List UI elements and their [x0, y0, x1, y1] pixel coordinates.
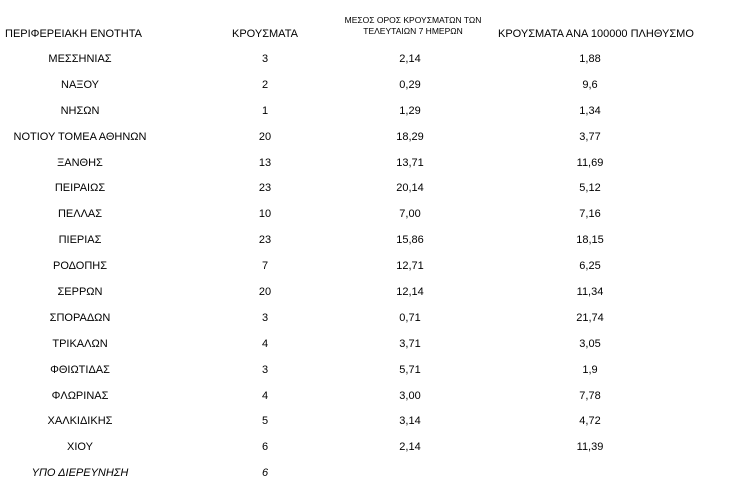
cell-cases: 13	[258, 156, 272, 169]
cell-per100k: 11,34	[576, 286, 604, 299]
table-row	[0, 154, 734, 180]
cell-per100k: 7,78	[579, 389, 601, 402]
table-row	[0, 283, 734, 309]
cell-region: ΧΑΛΚΙΔΙΚΗΣ	[47, 415, 113, 428]
cell-per100k: 9,6	[582, 78, 598, 91]
cell-region: ΠΕΙΡΑΙΩΣ	[54, 182, 106, 195]
cell-cases: 3	[261, 53, 269, 65]
cell-region: ΦΛΩΡΙΝΑΣ	[51, 389, 109, 402]
cell-per100k: 5,12	[579, 182, 601, 195]
header-avg	[338, 15, 488, 37]
table-row	[0, 412, 734, 438]
table-row	[0, 128, 734, 154]
table-row-under-investigation	[0, 464, 734, 490]
table-row	[0, 335, 734, 361]
cell-cases: 6	[261, 467, 269, 480]
table-row	[0, 179, 734, 205]
cell-per100k: 11,69	[576, 156, 604, 169]
cell-avg: 13,71	[396, 156, 424, 169]
table-row	[0, 50, 734, 76]
cell-cases: 4	[261, 389, 269, 402]
cell-region: ΝΗΣΩΝ	[60, 104, 100, 117]
header-cases: ΚΡΟΥΣΜΑΤΑ	[232, 28, 298, 40]
cell-per100k: 21,74	[576, 311, 604, 324]
cell-per100k: 18,15	[576, 234, 604, 247]
table-row	[0, 361, 734, 387]
cell-per100k: 1,9	[582, 363, 598, 376]
cell-avg: 3,71	[399, 337, 421, 350]
cell-region: ΠΙΕΡΙΑΣ	[58, 234, 102, 247]
header-avg-line2: ΤΕΛΕΥΤΑΙΩΝ 7 ΗΜΕΡΩΝ	[363, 26, 463, 36]
cell-cases: 3	[261, 311, 269, 324]
cell-region: ΠΕΛΛΑΣ	[57, 208, 103, 221]
cell-region: ΥΠΟ ΔΙΕΡΕΥΝΗΣΗ	[31, 467, 129, 480]
cell-cases: 20	[258, 286, 272, 299]
cell-avg: 2,14	[399, 441, 421, 454]
cell-region: ΣΕΡΡΩΝ	[57, 286, 103, 299]
cell-region: ΣΠΟΡΑΔΩΝ	[49, 311, 111, 324]
cell-avg: 5,71	[399, 363, 421, 376]
cell-region: ΜΕΣΣΗΝΙΑΣ	[48, 53, 112, 65]
cell-region: ΦΘΙΩΤΙΔΑΣ	[50, 363, 110, 376]
cell-cases: 5	[261, 415, 269, 428]
table-row	[0, 205, 734, 231]
cell-cases: 3	[261, 363, 269, 376]
header-avg-line1: ΜΕΣΟΣ ΟΡΟΣ ΚΡΟΥΣΜΑΤΩΝ ΤΩΝ	[344, 15, 482, 25]
cell-region: ΝΑΞΟΥ	[61, 78, 99, 91]
cell-avg: 12,71	[396, 260, 424, 273]
cell-region: ΧΙΟΥ	[67, 441, 93, 454]
cell-avg: 7,00	[399, 208, 421, 221]
cell-avg: 15,86	[396, 234, 424, 247]
cell-avg: 1,29	[399, 104, 421, 117]
cell-avg: 3,14	[399, 415, 421, 428]
cell-per100k: 7,16	[579, 208, 601, 221]
cell-per100k: 3,77	[579, 130, 601, 143]
cell-cases: 20	[258, 130, 272, 143]
cell-per100k: 1,34	[579, 104, 601, 117]
cell-per100k: 11,39	[576, 441, 604, 454]
cell-cases: 23	[258, 182, 272, 195]
table-row	[0, 438, 734, 464]
header-per100k: ΚΡΟΥΣΜΑΤΑ ΑΝΑ 100000 ΠΛΗΘΥΣΜΟ	[498, 28, 694, 40]
table-row	[0, 102, 734, 128]
cell-cases: 23	[258, 234, 272, 247]
cell-avg: 12,14	[396, 286, 424, 299]
table-row	[0, 309, 734, 335]
cell-cases: 2	[261, 78, 269, 91]
cell-region: ΝΟΤΙΟΥ ΤΟΜΕΑ ΑΘΗΝΩΝ	[13, 130, 147, 143]
cell-avg: 18,29	[396, 130, 424, 143]
cell-region: ΤΡΙΚΑΛΩΝ	[52, 337, 108, 350]
cell-cases: 1	[261, 104, 269, 117]
table-row	[0, 231, 734, 257]
cell-per100k: 3,05	[579, 337, 601, 350]
cell-cases: 6	[261, 441, 269, 454]
cell-region: ΞΑΝΘΗΣ	[57, 156, 103, 169]
table-row	[0, 257, 734, 283]
cell-region: ΡΟΔΟΠΗΣ	[52, 260, 108, 273]
cell-per100k: 4,72	[579, 415, 601, 428]
cell-avg: 2,14	[399, 53, 421, 65]
table-body	[0, 50, 734, 490]
cell-cases: 10	[258, 208, 272, 221]
header-region: ΠΕΡΙΦΕΡΕΙΑΚΗ ΕΝΟΤΗΤΑ	[5, 28, 142, 40]
cell-avg: 0,71	[399, 311, 421, 324]
cell-avg: 0,29	[399, 78, 421, 91]
table-row	[0, 387, 734, 413]
table-row	[0, 76, 734, 102]
cell-per100k: 1,88	[579, 53, 601, 65]
cell-cases: 4	[261, 337, 269, 350]
cell-avg: 3,00	[399, 389, 421, 402]
cell-cases: 7	[261, 260, 269, 273]
cell-avg: 20,14	[396, 182, 424, 195]
cell-per100k: 6,25	[579, 260, 601, 273]
